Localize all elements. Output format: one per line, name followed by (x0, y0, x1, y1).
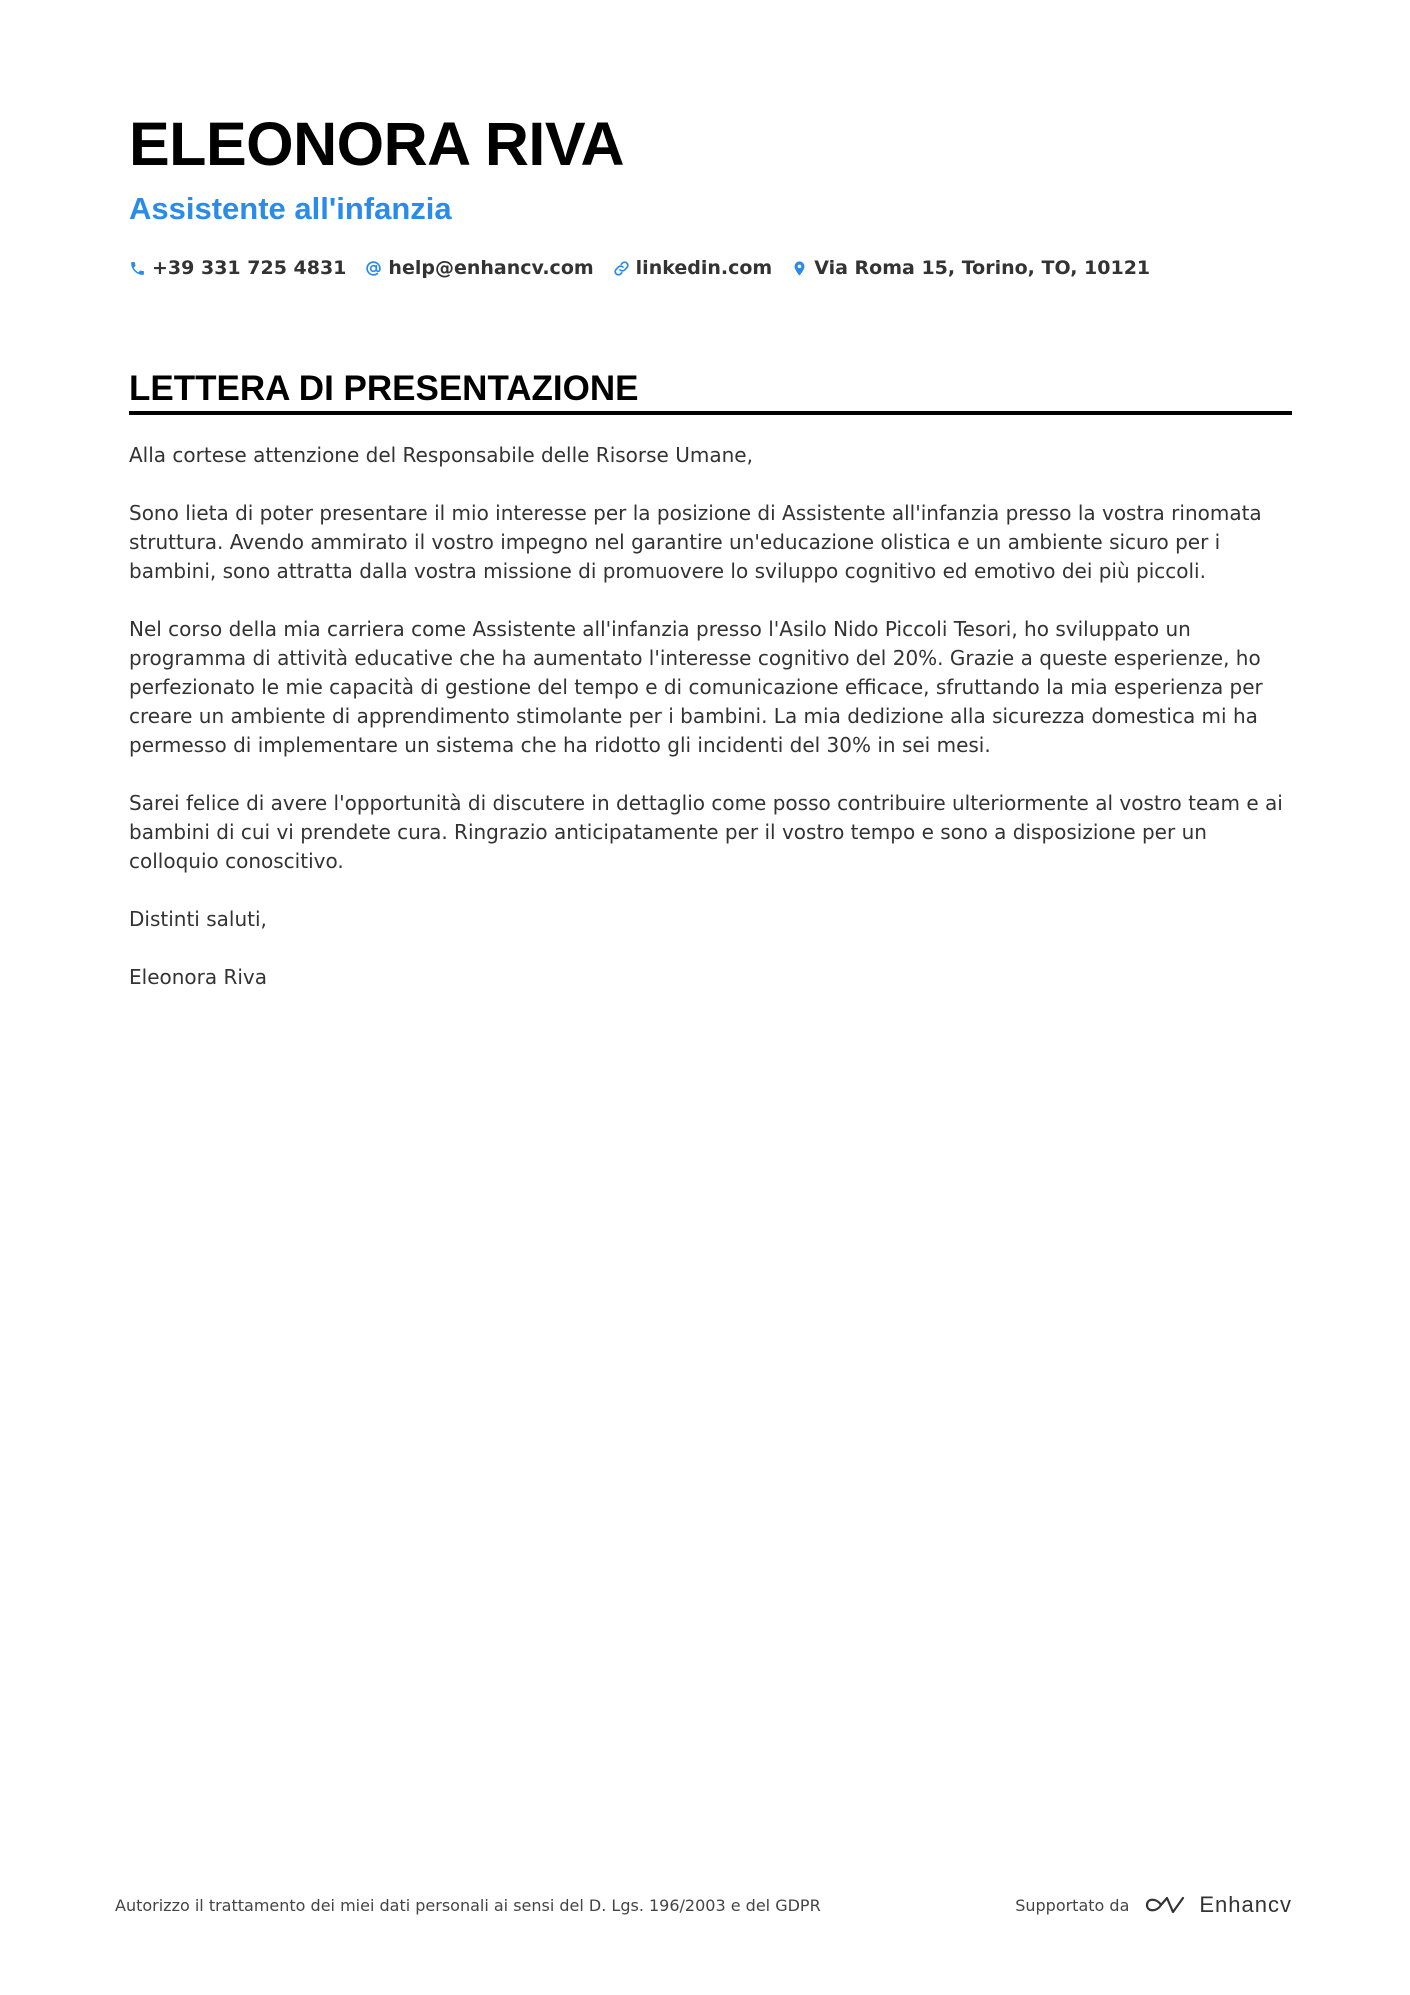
contact-address (791, 257, 1150, 279)
letter-signature: Eleonora Riva (129, 965, 268, 989)
letter-paragraph: Nel corso della mia carriera come Assistente all'infanzia presso l'Asilo Nido Piccoli Tesori, ho sviluppato un programma di attività educative che ha aumentato l'interesse cognitivo del 20%. Grazie a queste esperienze, ho perfezionato le mie capacità di gestione del tempo e di comunicazione efficace, sfruttando la mia esperienza per creare un ambiente di apprendimento stimolante per i bambini. La mia dedizione alla sicurezza domestica mi ha permesso di implementare un sistema che ha ridotto gli incidenti del 30% in sei mesi. (129, 617, 1263, 757)
contact-linkedin[interactable] (613, 257, 773, 279)
address-text: Via Roma 15, Torino, TO, 10121 (814, 257, 1151, 279)
email-text: help@enhancv.com (388, 257, 594, 279)
candidate-name: ELEONORA RIVA (129, 110, 625, 178)
contact-bar (129, 255, 1169, 281)
linkedin-text: linkedin.com (635, 257, 773, 279)
phone-icon (129, 260, 146, 277)
privacy-consent: Autorizzo il trattamento dei miei dati personali ai sensi del D. Lgs. 196/2003 e del GDPR (115, 1896, 821, 1915)
enhancv-logo-icon (1141, 1893, 1189, 1917)
link-icon (613, 260, 630, 277)
supported-by-label: Supportato da (1015, 1895, 1130, 1915)
contact-phone (129, 257, 346, 279)
candidate-role: Assistente all'infanzia (129, 191, 452, 226)
section-title: LETTERA DI PRESENTAZIONE (129, 369, 639, 408)
letter-paragraph: Sarei felice di avere l'opportunità di discutere in dettaglio come posso contribuire ulteriormente al vostro team e ai bambini di cui vi prendete cura. Ringrazio anticipatamente per il vostro tempo e sono a disposizione per un colloquio conoscitivo. (129, 791, 1283, 873)
brand-name: Enhancv (1199, 1892, 1292, 1917)
brand-footer[interactable] (1015, 1892, 1292, 1918)
phone-text: +39 331 725 4831 (152, 257, 347, 279)
letter-paragraph: Sono lieta di poter presentare il mio interesse per la posizione di Assistente all'infanzia presso la vostra rinomata struttura. Avendo ammirato il vostro impegno nel garantire un'educazione olistica e un ambiente sicuro per i bambini, sono attratta dalla vostra missione di promuovere lo sviluppo cognitivo ed emotivo dei più piccoli. (129, 501, 1262, 583)
section-divider (129, 411, 1292, 415)
letter-closing: Distinti saluti, (129, 907, 267, 931)
contact-email[interactable] (365, 257, 593, 279)
at-icon (365, 260, 382, 277)
letter-salutation: Alla cortese attenzione del Responsabile delle Risorse Umane, (129, 443, 753, 467)
location-pin-icon (791, 260, 808, 277)
letter-body (129, 441, 1294, 1021)
